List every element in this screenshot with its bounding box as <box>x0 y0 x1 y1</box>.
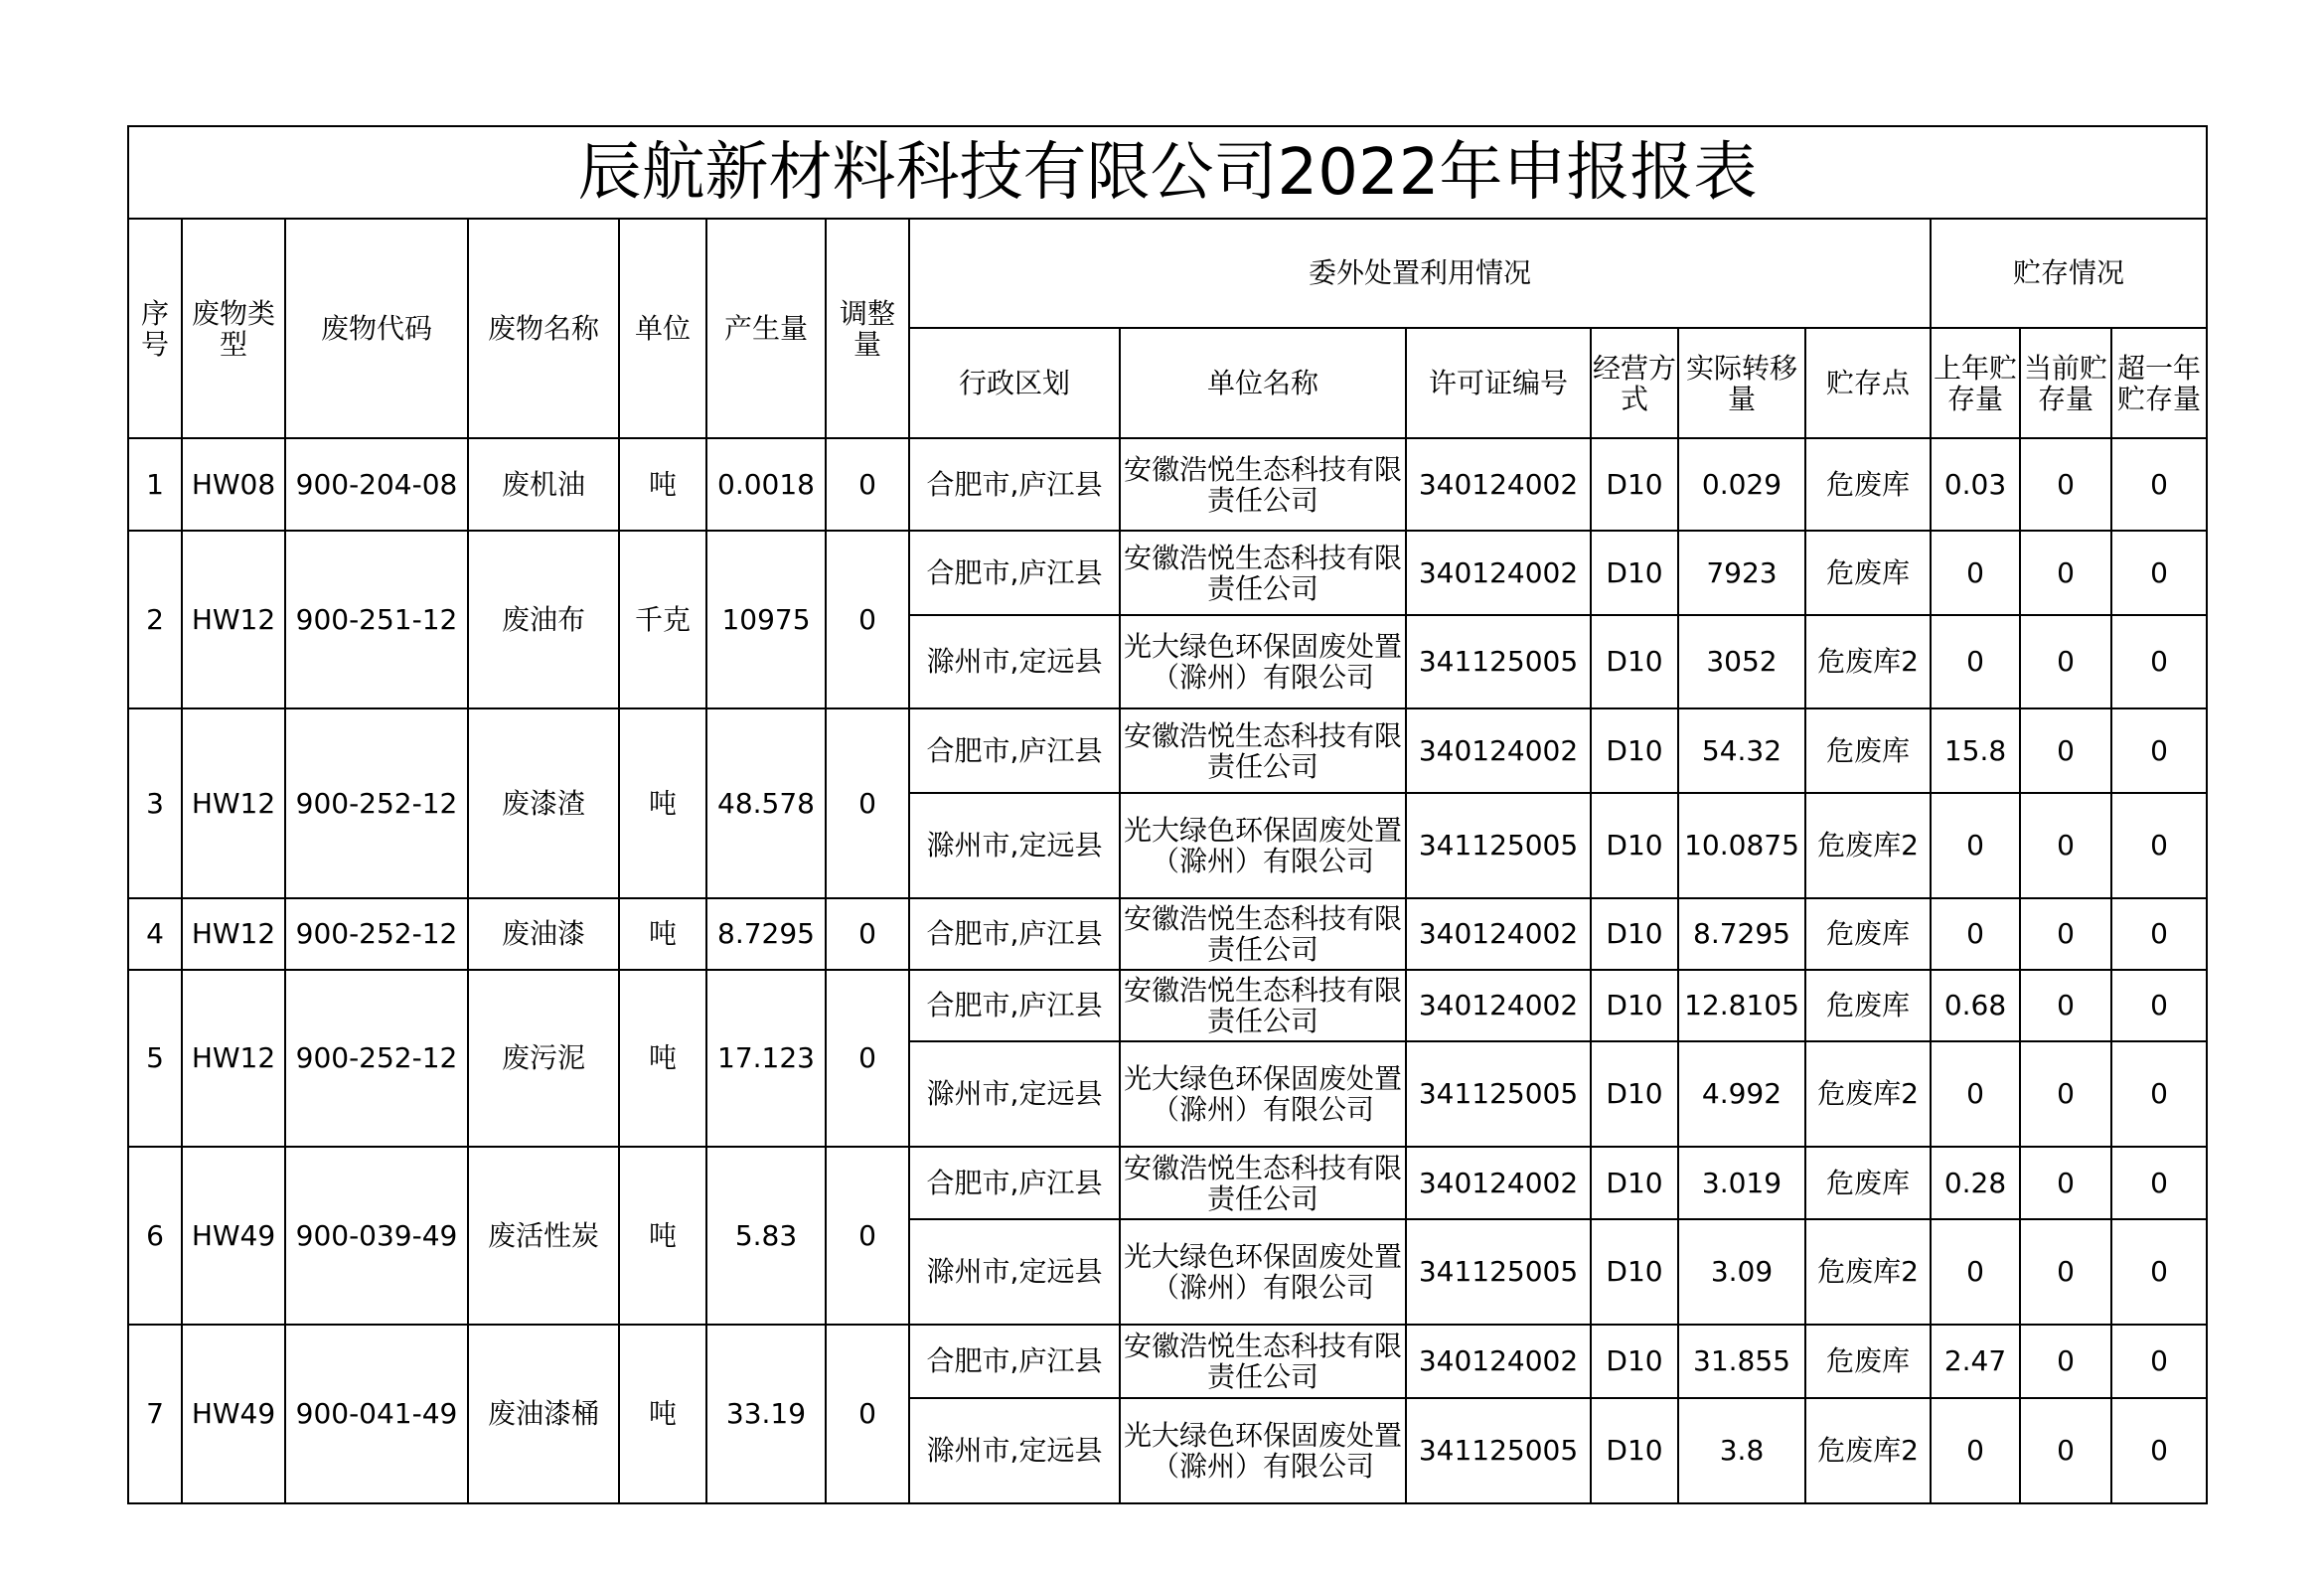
cell-transfer: 7923 <box>1678 531 1805 615</box>
cell-curr-stock: 0 <box>2020 438 2111 531</box>
cell-prev-stock: 0 <box>1931 793 2020 898</box>
cell-output: 0.0018 <box>706 438 826 531</box>
cell-seq: 1 <box>128 438 182 531</box>
cell-curr-stock: 0 <box>2020 1041 2111 1147</box>
table-row <box>128 898 2207 970</box>
cell-transfer: 8.7295 <box>1678 898 1805 970</box>
cell-unit: 吨 <box>619 1325 706 1503</box>
cell-over-year: 0 <box>2111 531 2207 615</box>
header-adjust: 调整量 <box>826 219 909 438</box>
header-over-year: 超一年贮存量 <box>2111 328 2207 438</box>
header-seq: 序号 <box>128 219 182 438</box>
cell-curr-stock: 0 <box>2020 531 2111 615</box>
cell-method: D10 <box>1591 708 1678 793</box>
cell-curr-stock: 0 <box>2020 615 2111 708</box>
cell-waste-code: 900-039-49 <box>285 1147 468 1325</box>
header-disposal-group: 委外处置利用情况 <box>909 219 1931 328</box>
cell-method: D10 <box>1591 1219 1678 1325</box>
cell-prev-stock: 0 <box>1931 898 2020 970</box>
cell-seq: 3 <box>128 708 182 898</box>
header-row-1 <box>128 219 2207 328</box>
table-row <box>128 970 2207 1041</box>
cell-adjust: 0 <box>826 531 909 708</box>
header-waste-name: 废物名称 <box>468 219 619 438</box>
cell-adjust: 0 <box>826 898 909 970</box>
cell-output: 10975 <box>706 531 826 708</box>
header-waste-code: 废物代码 <box>285 219 468 438</box>
cell-over-year: 0 <box>2111 1398 2207 1503</box>
cell-region: 滁州市,定远县 <box>909 793 1120 898</box>
cell-method: D10 <box>1591 438 1678 531</box>
cell-waste-code: 900-204-08 <box>285 438 468 531</box>
cell-over-year: 0 <box>2111 1041 2207 1147</box>
cell-waste-name: 废漆渣 <box>468 708 619 898</box>
cell-waste-name: 废机油 <box>468 438 619 531</box>
cell-over-year: 0 <box>2111 898 2207 970</box>
cell-company: 安徽浩悦生态科技有限责任公司 <box>1120 1147 1406 1219</box>
cell-output: 48.578 <box>706 708 826 898</box>
cell-curr-stock: 0 <box>2020 1147 2111 1219</box>
cell-seq: 4 <box>128 898 182 970</box>
cell-waste-type: HW12 <box>182 970 285 1147</box>
cell-unit: 吨 <box>619 708 706 898</box>
cell-waste-name: 废污泥 <box>468 970 619 1147</box>
cell-prev-stock: 0.28 <box>1931 1147 2020 1219</box>
cell-company: 光大绿色环保固废处置（滁州）有限公司 <box>1120 1398 1406 1503</box>
cell-store-point: 危废库2 <box>1805 1219 1931 1325</box>
cell-store-point: 危废库 <box>1805 1325 1931 1398</box>
cell-prev-stock: 0 <box>1931 1398 2020 1503</box>
cell-prev-stock: 0.68 <box>1931 970 2020 1041</box>
cell-prev-stock: 15.8 <box>1931 708 2020 793</box>
header-store-point: 贮存点 <box>1805 328 1931 438</box>
cell-company: 光大绿色环保固废处置（滁州）有限公司 <box>1120 615 1406 708</box>
table-row <box>128 1325 2207 1398</box>
cell-region: 滁州市,定远县 <box>909 1041 1120 1147</box>
header-curr-stock: 当前贮存量 <box>2020 328 2111 438</box>
cell-transfer: 3.8 <box>1678 1398 1805 1503</box>
header-company: 单位名称 <box>1120 328 1406 438</box>
header-output: 产生量 <box>706 219 826 438</box>
header-region: 行政区划 <box>909 328 1120 438</box>
table-row <box>128 1147 2207 1219</box>
cell-seq: 2 <box>128 531 182 708</box>
cell-method: D10 <box>1591 793 1678 898</box>
cell-company: 安徽浩悦生态科技有限责任公司 <box>1120 708 1406 793</box>
cell-unit: 吨 <box>619 1147 706 1325</box>
cell-region: 滁州市,定远县 <box>909 1398 1120 1503</box>
cell-prev-stock: 0 <box>1931 1041 2020 1147</box>
header-prev-stock: 上年贮存量 <box>1931 328 2020 438</box>
cell-region: 合肥市,庐江县 <box>909 531 1120 615</box>
cell-prev-stock: 0 <box>1931 531 2020 615</box>
cell-transfer: 3.09 <box>1678 1219 1805 1325</box>
cell-region: 合肥市,庐江县 <box>909 970 1120 1041</box>
cell-region: 合肥市,庐江县 <box>909 898 1120 970</box>
cell-waste-name: 废活性炭 <box>468 1147 619 1325</box>
cell-license: 340124002 <box>1406 531 1591 615</box>
table-row <box>128 438 2207 531</box>
cell-adjust: 0 <box>826 438 909 531</box>
cell-waste-code: 900-041-49 <box>285 1325 468 1503</box>
cell-curr-stock: 0 <box>2020 708 2111 793</box>
cell-adjust: 0 <box>826 970 909 1147</box>
header-unit: 单位 <box>619 219 706 438</box>
cell-company: 安徽浩悦生态科技有限责任公司 <box>1120 438 1406 531</box>
cell-license: 340124002 <box>1406 438 1591 531</box>
cell-over-year: 0 <box>2111 970 2207 1041</box>
cell-store-point: 危废库 <box>1805 898 1931 970</box>
cell-curr-stock: 0 <box>2020 970 2111 1041</box>
cell-adjust: 0 <box>826 708 909 898</box>
cell-transfer: 12.8105 <box>1678 970 1805 1041</box>
cell-company: 光大绿色环保固废处置（滁州）有限公司 <box>1120 1219 1406 1325</box>
cell-waste-name: 废油漆 <box>468 898 619 970</box>
cell-over-year: 0 <box>2111 1219 2207 1325</box>
cell-transfer: 10.0875 <box>1678 793 1805 898</box>
cell-over-year: 0 <box>2111 708 2207 793</box>
cell-store-point: 危废库 <box>1805 1147 1931 1219</box>
cell-transfer: 3.019 <box>1678 1147 1805 1219</box>
cell-store-point: 危废库 <box>1805 531 1931 615</box>
cell-prev-stock: 0 <box>1931 1219 2020 1325</box>
cell-curr-stock: 0 <box>2020 1398 2111 1503</box>
cell-waste-code: 900-252-12 <box>285 898 468 970</box>
cell-waste-code: 900-251-12 <box>285 531 468 708</box>
cell-region: 滁州市,定远县 <box>909 615 1120 708</box>
title-row <box>128 126 2207 219</box>
cell-transfer: 4.992 <box>1678 1041 1805 1147</box>
cell-seq: 7 <box>128 1325 182 1503</box>
cell-license: 340124002 <box>1406 898 1591 970</box>
cell-method: D10 <box>1591 898 1678 970</box>
cell-curr-stock: 0 <box>2020 1219 2111 1325</box>
cell-over-year: 0 <box>2111 1147 2207 1219</box>
cell-over-year: 0 <box>2111 438 2207 531</box>
cell-waste-type: HW49 <box>182 1325 285 1503</box>
cell-store-point: 危废库2 <box>1805 1398 1931 1503</box>
cell-license: 341125005 <box>1406 793 1591 898</box>
header-method: 经营方式 <box>1591 328 1678 438</box>
cell-curr-stock: 0 <box>2020 898 2111 970</box>
cell-seq: 6 <box>128 1147 182 1325</box>
cell-region: 合肥市,庐江县 <box>909 1325 1120 1398</box>
header-transfer: 实际转移量 <box>1678 328 1805 438</box>
cell-transfer: 54.32 <box>1678 708 1805 793</box>
cell-prev-stock: 0.03 <box>1931 438 2020 531</box>
cell-company: 光大绿色环保固废处置（滁州）有限公司 <box>1120 1041 1406 1147</box>
cell-store-point: 危废库2 <box>1805 1041 1931 1147</box>
cell-unit: 吨 <box>619 898 706 970</box>
cell-waste-code: 900-252-12 <box>285 708 468 898</box>
cell-license: 341125005 <box>1406 1041 1591 1147</box>
table-row <box>128 531 2207 615</box>
cell-prev-stock: 0 <box>1931 615 2020 708</box>
cell-store-point: 危废库2 <box>1805 615 1931 708</box>
cell-license: 341125005 <box>1406 1398 1591 1503</box>
cell-transfer: 0.029 <box>1678 438 1805 531</box>
cell-region: 滁州市,定远县 <box>909 1219 1120 1325</box>
cell-waste-type: HW12 <box>182 898 285 970</box>
cell-store-point: 危废库 <box>1805 970 1931 1041</box>
cell-license: 340124002 <box>1406 1325 1591 1398</box>
cell-curr-stock: 0 <box>2020 793 2111 898</box>
table-row <box>128 708 2207 793</box>
cell-adjust: 0 <box>826 1325 909 1503</box>
cell-output: 5.83 <box>706 1147 826 1325</box>
report-title: 辰航新材料科技有限公司2022年申报报表 <box>128 126 2207 219</box>
cell-region: 合肥市,庐江县 <box>909 708 1120 793</box>
cell-method: D10 <box>1591 1147 1678 1219</box>
cell-adjust: 0 <box>826 1147 909 1325</box>
cell-curr-stock: 0 <box>2020 1325 2111 1398</box>
cell-method: D10 <box>1591 615 1678 708</box>
cell-unit: 吨 <box>619 970 706 1147</box>
cell-over-year: 0 <box>2111 793 2207 898</box>
cell-unit: 千克 <box>619 531 706 708</box>
cell-waste-type: HW12 <box>182 531 285 708</box>
cell-region: 合肥市,庐江县 <box>909 438 1120 531</box>
cell-waste-code: 900-252-12 <box>285 970 468 1147</box>
cell-company: 光大绿色环保固废处置（滁州）有限公司 <box>1120 793 1406 898</box>
cell-company: 安徽浩悦生态科技有限责任公司 <box>1120 1325 1406 1398</box>
cell-license: 340124002 <box>1406 970 1591 1041</box>
cell-license: 340124002 <box>1406 1147 1591 1219</box>
cell-waste-type: HW08 <box>182 438 285 531</box>
cell-waste-type: HW12 <box>182 708 285 898</box>
cell-store-point: 危废库2 <box>1805 793 1931 898</box>
header-license: 许可证编号 <box>1406 328 1591 438</box>
cell-seq: 5 <box>128 970 182 1147</box>
cell-waste-name: 废油布 <box>468 531 619 708</box>
cell-transfer: 31.855 <box>1678 1325 1805 1398</box>
cell-company: 安徽浩悦生态科技有限责任公司 <box>1120 898 1406 970</box>
cell-output: 8.7295 <box>706 898 826 970</box>
report-table <box>127 125 2208 1504</box>
cell-store-point: 危废库 <box>1805 708 1931 793</box>
header-waste-type: 废物类型 <box>182 219 285 438</box>
cell-store-point: 危废库 <box>1805 438 1931 531</box>
cell-region: 合肥市,庐江县 <box>909 1147 1120 1219</box>
cell-company: 安徽浩悦生态科技有限责任公司 <box>1120 970 1406 1041</box>
cell-waste-type: HW49 <box>182 1147 285 1325</box>
cell-over-year: 0 <box>2111 1325 2207 1398</box>
cell-over-year: 0 <box>2111 615 2207 708</box>
cell-company: 安徽浩悦生态科技有限责任公司 <box>1120 531 1406 615</box>
cell-prev-stock: 2.47 <box>1931 1325 2020 1398</box>
cell-output: 17.123 <box>706 970 826 1147</box>
cell-transfer: 3052 <box>1678 615 1805 708</box>
header-storage-group: 贮存情况 <box>1931 219 2207 328</box>
cell-method: D10 <box>1591 1398 1678 1503</box>
cell-license: 341125005 <box>1406 1219 1591 1325</box>
cell-waste-name: 废油漆桶 <box>468 1325 619 1503</box>
cell-output: 33.19 <box>706 1325 826 1503</box>
cell-unit: 吨 <box>619 438 706 531</box>
cell-method: D10 <box>1591 1325 1678 1398</box>
cell-method: D10 <box>1591 970 1678 1041</box>
cell-license: 341125005 <box>1406 615 1591 708</box>
cell-method: D10 <box>1591 1041 1678 1147</box>
cell-method: D10 <box>1591 531 1678 615</box>
cell-license: 340124002 <box>1406 708 1591 793</box>
